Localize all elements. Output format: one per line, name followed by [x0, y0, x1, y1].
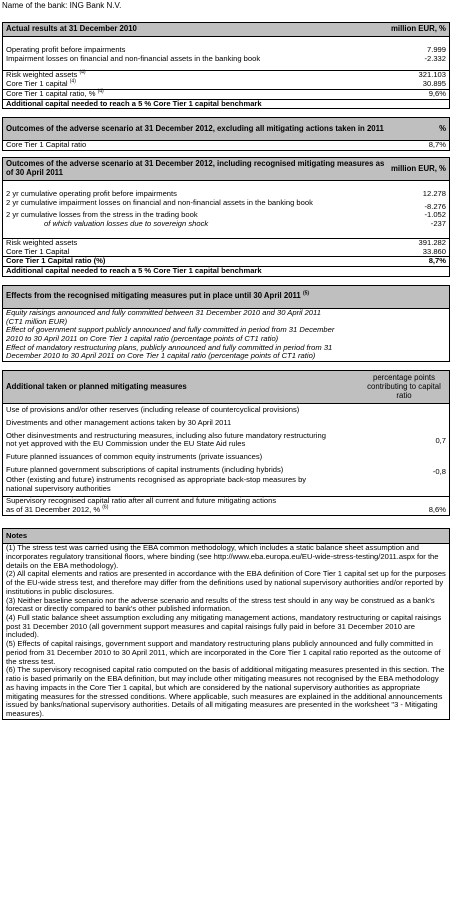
row-backstop-instruments: Other (existing and future) instruments recognised as appropriate back-stop measures by national supervisory authorities: [6, 475, 307, 494]
note-5: (5) Effects of capital raisings, government support and mandatory restructuring plans publicly announced and fully committed in period from 31 December 2010 to 30 April 2011, which are incorporated in the Core Tier 1 capital ratio reported as the outcome of the stress test.: [6, 639, 441, 666]
section-actual-results-header: [2, 22, 450, 37]
section-adverse-excl: [2, 141, 450, 151]
row-ct1-capital: Core Tier 1 capital $^{(4)}$ 30.895: [3, 80, 449, 90]
notes-title: Notes: [3, 529, 449, 545]
row-provisions: Use of provisions and/or other reserves (including release of countercyclical provisions): [6, 405, 300, 415]
row-disinvestments: Other disinvestments and restructuring measures, including also future mandatory restructuring not yet approved with the EU Commission under the EU State Aid rules 0,7: [6, 430, 446, 449]
note-3: (3) Neither baseline scenario nor the adverse scenario and results of the stress test should in any way be construed as a bank's forecast or directly compared to bank's other published information.: [6, 595, 435, 614]
row-additional-capital: Additional capital needed to reach a 5 % Core Tier 1 capital benchmark: [3, 267, 449, 277]
row-government-subscriptions: Future planned government subscriptions of capital instruments (including hybrids) -0,8: [6, 464, 446, 476]
section-unit: %: [439, 123, 446, 133]
section-mitigating-effects: [2, 309, 450, 362]
section-title: Outcomes of the adverse scenario at 31 December 2012, excluding all mitigating actions taken in 2011: [6, 123, 384, 133]
section-adverse-incl: [2, 181, 450, 277]
section-title: Additional taken or planned mitigating measures: [6, 381, 187, 391]
note-1: (1) The stress test was carried using the EBA common methodology, which includes a static balance sheet assumption and incorporates regulatory transitional floors, where binding (see http://www.eba.europa.eu/EU-wide-stress-testing/2011.aspx for the details on the EBA methodology).: [6, 543, 439, 570]
section-unit: million EUR, %: [390, 24, 446, 34]
row-ct1-ratio: Core Tier 1 Capital ratio (%) 8,7%: [3, 257, 449, 267]
section-title: Outcomes of the adverse scenario at 31 December 2012, including recognised mitigating measures as of 30 April 2011: [6, 159, 385, 178]
section-unit: percentage points contributing to capital ratio: [367, 372, 441, 400]
row-ct1-capital: Core Tier 1 Capital 33.860: [3, 248, 449, 258]
row-supervisory-ratio: Supervisory recognised capital ratio after all current and future mitigating actions as of 31 December 2012, % $^{(6)}$ 8,6%: [3, 496, 449, 515]
row-additional-capital: Additional capital needed to reach a 5 % Core Tier 1 capital benchmark: [3, 100, 449, 110]
note-2: (2) All capital elements and ratios are presented in accordance with the EBA definition of Core Tier 1 capital set up for the purposes of the EU-wide stress test, and therefore may differ from the definitions used by national supervisory authorities and/or reported by institutions in public disclosures.: [6, 569, 446, 596]
stress-test-sheet: [2, 0, 450, 720]
row-cum-trading: 2 yr cumulative losses from the stress in the trading book -1.052: [6, 210, 446, 220]
section-additional-measures: [2, 404, 450, 515]
row-rwa: Risk weighted assets 391.282: [3, 238, 449, 248]
row-ct1-ratio: Core Tier 1 capital ratio, % $^{(4)}$ 9,6%: [3, 90, 449, 100]
row-impairment: Impairment losses on financial and non-financial assets in the banking book -2.332: [6, 53, 446, 63]
section-title: Actual results at 31 December 2010: [6, 24, 137, 34]
row-sovereign: of which valuation losses due to sovereign shock -237: [44, 219, 446, 229]
row-restructuring-plans: Effect of mandatory restructuring plans, publicly announced and fully committed in period from 31 December 2010 to 30 April 2011 on Core Tier 1 capital ratio (percentage points of CT1 ratio): [6, 342, 333, 361]
bank-name: Name of the bank: ING Bank N.V.: [2, 1, 122, 10]
note-6: (6) The supervisory recognised capital ratio computed on the basis of additional mitigating measures presented in this section. The ratio is based primarily on the EBA definition, but may include other mitigating measures not recognised by the EBA methodology as having impacts in the Core Tier 1 capital, but which are considered by the national supervisory authorities as appropriate mitigating measures for the stressed conditions. Where applicable, such measures are explained in the additional announcements issued by banks/national supervisory authorities. Details of all mitigating measures are presented in the worksheet "3 - Mitigating measures).: [6, 665, 445, 718]
section-adverse-incl-header: [2, 157, 450, 181]
section-adverse-excl-header: [2, 117, 450, 141]
row-operating-profit: Operating profit before impairments 7.999: [6, 45, 446, 54]
row-equity-issuances: Future planned issuances of common equity instruments (private issuances): [6, 451, 263, 461]
section-additional-measures-header: [2, 370, 450, 404]
section-actual-results: [2, 37, 450, 109]
row-divestments: Divestments and other management actions taken by 30 April 2011: [6, 417, 232, 427]
section-unit: million EUR, %: [390, 163, 446, 173]
row-ct1-ratio: Core Tier 1 Capital ratio 8,7%: [6, 140, 446, 150]
row-rwa: Risk weighted assets $^{(4)}$ 321.103: [3, 70, 449, 80]
row-cum-impairment: 2 yr cumulative impairment losses on financial and non-financial assets in the banking book -8.276: [6, 197, 446, 211]
row-equity-raisings: Equity raisings announced and fully committed between 31 December 2010 and 30 April 2011 (CT1 million EUR): [6, 307, 321, 326]
row-cum-op-profit: 2 yr cumulative operating profit before impairments 12.278: [6, 189, 446, 199]
notes-section: [2, 528, 450, 720]
section-title: Effects from the recognised mitigating measures put in place until 30 April 2011: [6, 291, 301, 301]
section-mitigating-effects-header: Effects from the recognised mitigating measures put in place until 30 April 2011 $^{(5)}$: [2, 285, 450, 309]
row-government-support: Effect of government support publicly announced and fully committed in period from 31 December 2010 to 30 April 2011 on Core Tier 1 capital ratio (percentage points of CT1 ratio): [6, 325, 335, 343]
note-4: (4) Full static balance sheet assumption excluding any mitigating management actions, mandatory restructuring or capital raisings post 31 December 2010 (all government support measures and capital raisings fully paid in before 31 December 2010 are included).: [6, 613, 442, 640]
